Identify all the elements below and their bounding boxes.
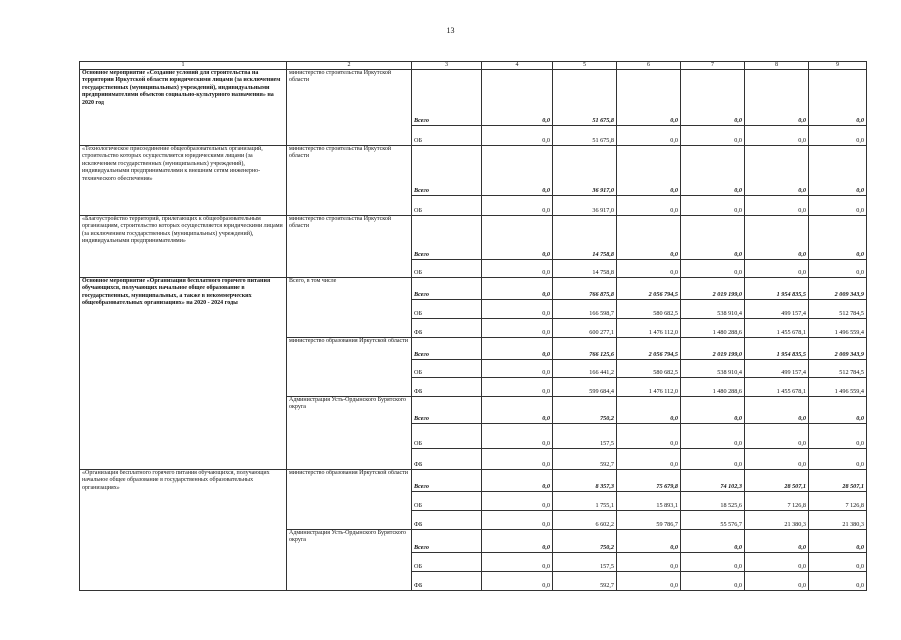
amount-cell: 6 602,2 [553,511,617,530]
amount-cell: 0,0 [745,530,809,553]
amount-cell: 0,0 [681,146,745,196]
amount-cell: 0,0 [809,260,867,278]
amount-cell: 0,0 [482,530,553,553]
funding-source: Всего [412,338,482,360]
amount-cell: 600 277,1 [553,319,617,338]
funding-source: ОБ [412,553,482,572]
table-row [80,216,867,260]
amount-cell: 2 009 343,9 [809,278,867,300]
amount-cell: 36 917,0 [553,196,617,216]
amount-cell: 2 009 343,9 [809,338,867,360]
activity-description: «Технологическое присоединение общеобразовательных организаций, строительство которых осуществляется юридическими лицами (за исключением государственных (муниципальных) учреждений), индивидуальными предпринимателями к внешним сетям инженерно-технического обеспечения» [80,146,287,216]
amount-cell: 157,5 [553,424,617,449]
funding-source: Всего [412,146,482,196]
executor-name: Администрация Усть-Ордынского Бурятского округа [287,397,412,470]
executor-name: министерство строительства Иркутской области [287,146,412,216]
amount-cell: 0,0 [482,378,553,397]
amount-cell: 2 056 794,5 [617,338,681,360]
amount-cell: 0,0 [482,126,553,146]
amount-cell: 0,0 [681,196,745,216]
amount-cell: 0,0 [617,530,681,553]
amount-cell: 59 786,7 [617,511,681,530]
column-number: 4 [482,62,553,70]
amount-cell: 0,0 [617,216,681,260]
executor-name: Всего, в том числе [287,278,412,338]
funding-source: ОБ [412,126,482,146]
amount-cell: 15 893,1 [617,492,681,511]
amount-cell: 1 496 559,4 [809,319,867,338]
amount-cell: 538 910,4 [681,360,745,378]
amount-cell: 0,0 [482,492,553,511]
funding-source: ФБ [412,572,482,591]
amount-cell: 0,0 [809,216,867,260]
amount-cell: 0,0 [809,70,867,126]
funding-source: ОБ [412,260,482,278]
column-number: 2 [287,62,412,70]
amount-cell: 0,0 [745,216,809,260]
activity-description: Основное мероприятие «Создание условий для строительства на территории Иркутской области юридическими лицами (за исключением государственных (муниципальных) учреждений), индивидуальными предпринимателями объектов социально-культурного назначения» на 2020 год [80,70,287,146]
activity-description: Основное мероприятие «Организация бесплатного горячего питания обучающихся, получающих начальное общее образование в государственных, муниципальных, а также в некоммерческих общеобразовательных организациях» на 2020 - 2024 годы [80,278,287,470]
amount-cell: 0,0 [482,449,553,470]
column-number: 7 [681,62,745,70]
amount-cell: 0,0 [482,319,553,338]
amount-cell: 1 476 112,0 [617,319,681,338]
amount-cell: 0,0 [745,260,809,278]
executor-name: министерство образования Иркутской области [287,338,412,397]
amount-cell: 512 784,5 [809,360,867,378]
funding-source: Всего [412,278,482,300]
funding-source: Всего [412,530,482,553]
amount-cell: 0,0 [681,397,745,424]
amount-cell: 1 476 112,0 [617,378,681,397]
column-number: 6 [617,62,681,70]
amount-cell: 0,0 [482,70,553,126]
amount-cell: 18 525,6 [681,492,745,511]
amount-cell: 0,0 [482,511,553,530]
amount-cell: 0,0 [681,260,745,278]
table-row [80,470,867,492]
amount-cell: 0,0 [809,553,867,572]
amount-cell: 74 102,3 [681,470,745,492]
amount-cell: 51 675,8 [553,70,617,126]
amount-cell: 0,0 [482,572,553,591]
amount-cell: 0,0 [617,572,681,591]
amount-cell: 512 784,5 [809,300,867,319]
activity-description: «Благоустройство территорий, прилегающих к общеобразовательным организациям, строительство которых осуществляется юридическими лицами (за исключением государственных (муниципальных) учреждений), индивидуальными предпринимателями» [80,216,287,278]
activity-description: «Организация бесплатного горячего питания обучающихся, получающих начальное общее образование в государственных образовательных организациях» [80,470,287,591]
executor-name: министерство строительства Иркутской области [287,216,412,278]
amount-cell: 766 875,8 [553,278,617,300]
funding-source: ОБ [412,424,482,449]
funding-source: Всего [412,470,482,492]
amount-cell: 0,0 [482,338,553,360]
amount-cell: 0,0 [617,424,681,449]
amount-cell: 0,0 [681,126,745,146]
amount-cell: 36 917,0 [553,146,617,196]
amount-cell: 592,7 [553,449,617,470]
amount-cell: 766 125,6 [553,338,617,360]
amount-cell: 0,0 [482,216,553,260]
amount-cell: 0,0 [482,470,553,492]
amount-cell: 0,0 [681,553,745,572]
amount-cell: 0,0 [809,397,867,424]
amount-cell: 0,0 [809,126,867,146]
amount-cell: 7 126,8 [809,492,867,511]
amount-cell: 0,0 [681,216,745,260]
amount-cell: 0,0 [617,196,681,216]
amount-cell: 0,0 [617,260,681,278]
budget-table [79,61,867,591]
column-number-row [80,62,867,70]
funding-source: ОБ [412,360,482,378]
amount-cell: 0,0 [681,449,745,470]
amount-cell: 0,0 [482,196,553,216]
amount-cell: 580 682,5 [617,300,681,319]
column-number: 8 [745,62,809,70]
funding-source: ФБ [412,511,482,530]
amount-cell: 0,0 [745,449,809,470]
funding-source: ОБ [412,492,482,511]
funding-source: ФБ [412,319,482,338]
amount-cell: 0,0 [482,300,553,319]
amount-cell: 499 157,4 [745,300,809,319]
amount-cell: 0,0 [617,126,681,146]
amount-cell: 538 910,4 [681,300,745,319]
amount-cell: 1 455 678,1 [745,378,809,397]
amount-cell: 0,0 [745,397,809,424]
page-number: 13 [446,26,455,35]
amount-cell: 0,0 [809,572,867,591]
amount-cell: 0,0 [809,530,867,553]
amount-cell: 1 755,1 [553,492,617,511]
table-row [80,278,867,300]
amount-cell: 0,0 [745,146,809,196]
amount-cell: 28 507,1 [809,470,867,492]
table-row [80,70,867,126]
amount-cell: 14 758,8 [553,216,617,260]
amount-cell: 0,0 [809,424,867,449]
amount-cell: 0,0 [809,146,867,196]
funding-source: ФБ [412,378,482,397]
amount-cell: 0,0 [617,146,681,196]
amount-cell: 1 480 288,6 [681,319,745,338]
executor-name: Администрация Усть-Ордынского Бурятского округа [287,530,412,591]
amount-cell: 0,0 [482,278,553,300]
amount-cell: 0,0 [617,553,681,572]
amount-cell: 1 954 835,5 [745,278,809,300]
amount-cell: 0,0 [482,260,553,278]
amount-cell: 75 679,8 [617,470,681,492]
amount-cell: 499 157,4 [745,360,809,378]
amount-cell: 0,0 [681,572,745,591]
funding-source: ФБ [412,449,482,470]
amount-cell: 0,0 [617,449,681,470]
amount-cell: 1 455 678,1 [745,319,809,338]
amount-cell: 0,0 [482,397,553,424]
executor-name: министерство строительства Иркутской области [287,70,412,146]
funding-source: ОБ [412,300,482,319]
amount-cell: 0,0 [745,126,809,146]
amount-cell: 0,0 [482,553,553,572]
amount-cell: 21 380,3 [745,511,809,530]
amount-cell: 51 675,8 [553,126,617,146]
amount-cell: 599 684,4 [553,378,617,397]
amount-cell: 0,0 [681,70,745,126]
amount-cell: 0,0 [617,70,681,126]
amount-cell: 8 357,3 [553,470,617,492]
column-number: 5 [553,62,617,70]
amount-cell: 592,7 [553,572,617,591]
amount-cell: 0,0 [681,424,745,449]
column-number: 1 [80,62,287,70]
amount-cell: 157,5 [553,553,617,572]
amount-cell: 0,0 [745,70,809,126]
funding-source: Всего [412,397,482,424]
amount-cell: 166 441,2 [553,360,617,378]
amount-cell: 1 954 835,5 [745,338,809,360]
amount-cell: 55 576,7 [681,511,745,530]
amount-cell: 0,0 [745,424,809,449]
amount-cell: 750,2 [553,530,617,553]
amount-cell: 2 056 794,5 [617,278,681,300]
column-number: 3 [412,62,482,70]
amount-cell: 580 682,5 [617,360,681,378]
amount-cell: 7 126,8 [745,492,809,511]
amount-cell: 14 758,8 [553,260,617,278]
amount-cell: 21 380,3 [809,511,867,530]
amount-cell: 0,0 [745,572,809,591]
amount-cell: 2 019 199,0 [681,338,745,360]
amount-cell: 0,0 [745,196,809,216]
amount-cell: 166 598,7 [553,300,617,319]
funding-source: Всего [412,216,482,260]
amount-cell: 0,0 [809,449,867,470]
table-row [80,146,867,196]
amount-cell: 1 480 288,6 [681,378,745,397]
amount-cell: 0,0 [482,424,553,449]
column-number: 9 [809,62,867,70]
amount-cell: 0,0 [681,530,745,553]
funding-source: ОБ [412,196,482,216]
amount-cell: 0,0 [482,146,553,196]
amount-cell: 750,2 [553,397,617,424]
amount-cell: 28 507,1 [745,470,809,492]
amount-cell: 2 019 199,0 [681,278,745,300]
amount-cell: 0,0 [809,196,867,216]
funding-source: Всего [412,70,482,126]
amount-cell: 0,0 [482,360,553,378]
executor-name: министерство образования Иркутской области [287,470,412,530]
amount-cell: 1 496 559,4 [809,378,867,397]
amount-cell: 0,0 [617,397,681,424]
amount-cell: 0,0 [745,553,809,572]
